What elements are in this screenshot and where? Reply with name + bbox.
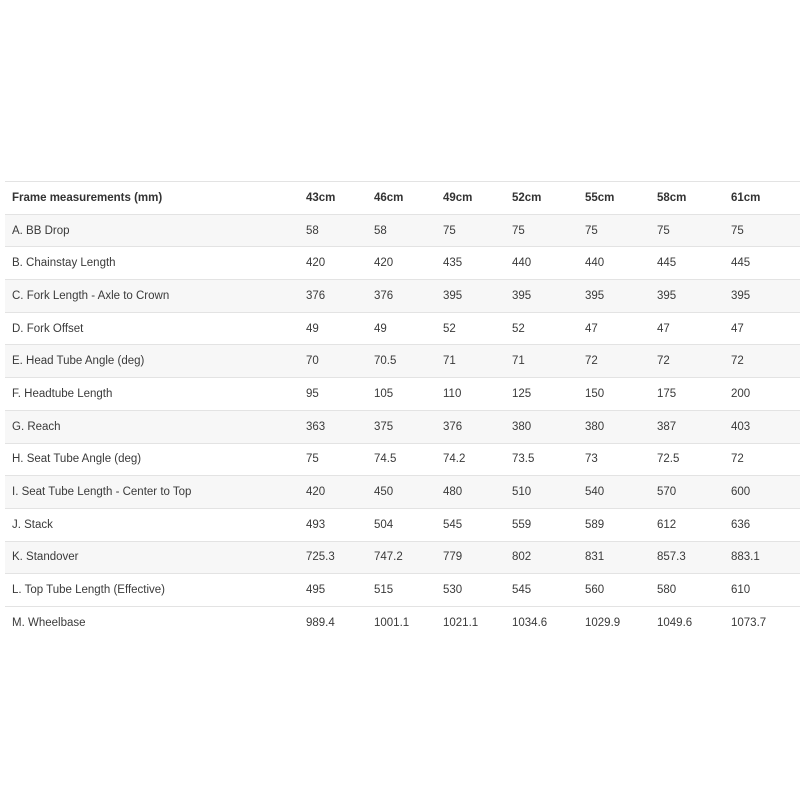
table-cell: 47	[731, 312, 800, 345]
table-cell: 125	[512, 378, 585, 411]
table-cell: 1049.6	[657, 606, 731, 638]
table-row	[5, 345, 800, 378]
table-cell: 779	[443, 541, 512, 574]
table-cell: 420	[374, 247, 443, 280]
table-cell: 545	[443, 508, 512, 541]
table-cell: 380	[585, 410, 657, 443]
table-cell: 70.5	[374, 345, 443, 378]
table-cell: 504	[374, 508, 443, 541]
table-cell: 395	[443, 280, 512, 313]
table-cell: 445	[657, 247, 731, 280]
table-cell: 420	[306, 247, 374, 280]
header-size-2: 46cm	[374, 182, 443, 215]
table-cell: 72	[731, 443, 800, 476]
row-label: J. Stack	[5, 508, 306, 541]
row-label: M. Wheelbase	[5, 606, 306, 638]
table-cell: 58	[306, 214, 374, 247]
table-cell: 1073.7	[731, 606, 800, 638]
row-label: C. Fork Length - Axle to Crown	[5, 280, 306, 313]
geometry-table-container	[5, 181, 793, 639]
row-label: A. BB Drop	[5, 214, 306, 247]
row-label: K. Standover	[5, 541, 306, 574]
table-cell: 802	[512, 541, 585, 574]
table-cell: 1034.6	[512, 606, 585, 638]
table-cell: 363	[306, 410, 374, 443]
table-row	[5, 606, 800, 638]
table-cell: 445	[731, 247, 800, 280]
table-cell: 105	[374, 378, 443, 411]
table-cell: 589	[585, 508, 657, 541]
table-cell: 395	[657, 280, 731, 313]
table-cell: 200	[731, 378, 800, 411]
table-cell: 560	[585, 574, 657, 607]
table-row	[5, 247, 800, 280]
table-cell: 52	[512, 312, 585, 345]
row-label: L. Top Tube Length (Effective)	[5, 574, 306, 607]
table-cell: 530	[443, 574, 512, 607]
table-cell: 612	[657, 508, 731, 541]
row-label: F. Headtube Length	[5, 378, 306, 411]
table-cell: 376	[306, 280, 374, 313]
table-cell: 75	[731, 214, 800, 247]
table-cell: 73.5	[512, 443, 585, 476]
row-label: E. Head Tube Angle (deg)	[5, 345, 306, 378]
table-row	[5, 410, 800, 443]
row-label: H. Seat Tube Angle (deg)	[5, 443, 306, 476]
table-row	[5, 541, 800, 574]
table-cell: 150	[585, 378, 657, 411]
table-cell: 49	[374, 312, 443, 345]
table-cell: 47	[657, 312, 731, 345]
table-cell: 515	[374, 574, 443, 607]
table-cell: 440	[512, 247, 585, 280]
header-size-7: 61cm	[731, 182, 800, 215]
table-cell: 1021.1	[443, 606, 512, 638]
table-cell: 493	[306, 508, 374, 541]
table-cell: 831	[585, 541, 657, 574]
table-row	[5, 214, 800, 247]
table-cell: 559	[512, 508, 585, 541]
table-cell: 395	[585, 280, 657, 313]
row-label: D. Fork Offset	[5, 312, 306, 345]
table-cell: 72.5	[657, 443, 731, 476]
table-row	[5, 378, 800, 411]
table-cell: 72	[731, 345, 800, 378]
table-cell: 495	[306, 574, 374, 607]
table-cell: 58	[374, 214, 443, 247]
table-cell: 95	[306, 378, 374, 411]
table-cell: 600	[731, 476, 800, 509]
table-cell: 403	[731, 410, 800, 443]
table-cell: 175	[657, 378, 731, 411]
table-body	[5, 214, 800, 638]
header-size-3: 49cm	[443, 182, 512, 215]
table-cell: 450	[374, 476, 443, 509]
table-cell: 71	[512, 345, 585, 378]
table-cell: 510	[512, 476, 585, 509]
table-cell: 52	[443, 312, 512, 345]
table-cell: 440	[585, 247, 657, 280]
table-header-row	[5, 182, 800, 215]
table-cell: 540	[585, 476, 657, 509]
header-size-4: 52cm	[512, 182, 585, 215]
table-cell: 857.3	[657, 541, 731, 574]
table-cell: 989.4	[306, 606, 374, 638]
table-cell: 375	[374, 410, 443, 443]
table-row	[5, 443, 800, 476]
table-cell: 72	[585, 345, 657, 378]
table-cell: 725.3	[306, 541, 374, 574]
table-row	[5, 574, 800, 607]
table-cell: 636	[731, 508, 800, 541]
table-cell: 74.2	[443, 443, 512, 476]
row-label: B. Chainstay Length	[5, 247, 306, 280]
table-cell: 47	[585, 312, 657, 345]
table-cell: 73	[585, 443, 657, 476]
table-cell: 49	[306, 312, 374, 345]
table-cell: 395	[731, 280, 800, 313]
row-label: I. Seat Tube Length - Center to Top	[5, 476, 306, 509]
header-size-6: 58cm	[657, 182, 731, 215]
table-cell: 70	[306, 345, 374, 378]
table-cell: 72	[657, 345, 731, 378]
table-cell: 71	[443, 345, 512, 378]
table-cell: 75	[306, 443, 374, 476]
table-cell: 380	[512, 410, 585, 443]
table-cell: 420	[306, 476, 374, 509]
table-cell: 435	[443, 247, 512, 280]
table-cell: 387	[657, 410, 731, 443]
table-row	[5, 476, 800, 509]
table-row	[5, 312, 800, 345]
table-cell: 610	[731, 574, 800, 607]
row-label: G. Reach	[5, 410, 306, 443]
header-size-1: 43cm	[306, 182, 374, 215]
frame-geometry-table	[5, 181, 800, 639]
table-cell: 1029.9	[585, 606, 657, 638]
header-size-5: 55cm	[585, 182, 657, 215]
table-cell: 75	[657, 214, 731, 247]
table-cell: 545	[512, 574, 585, 607]
header-frame-measurements: Frame measurements (mm)	[5, 182, 306, 215]
table-cell: 376	[374, 280, 443, 313]
table-cell: 747.2	[374, 541, 443, 574]
table-cell: 480	[443, 476, 512, 509]
table-cell: 580	[657, 574, 731, 607]
table-row	[5, 280, 800, 313]
table-cell: 395	[512, 280, 585, 313]
table-cell: 75	[443, 214, 512, 247]
table-cell: 883.1	[731, 541, 800, 574]
table-cell: 75	[512, 214, 585, 247]
table-cell: 570	[657, 476, 731, 509]
table-cell: 1001.1	[374, 606, 443, 638]
table-cell: 74.5	[374, 443, 443, 476]
table-cell: 75	[585, 214, 657, 247]
table-row	[5, 508, 800, 541]
table-cell: 376	[443, 410, 512, 443]
table-cell: 110	[443, 378, 512, 411]
